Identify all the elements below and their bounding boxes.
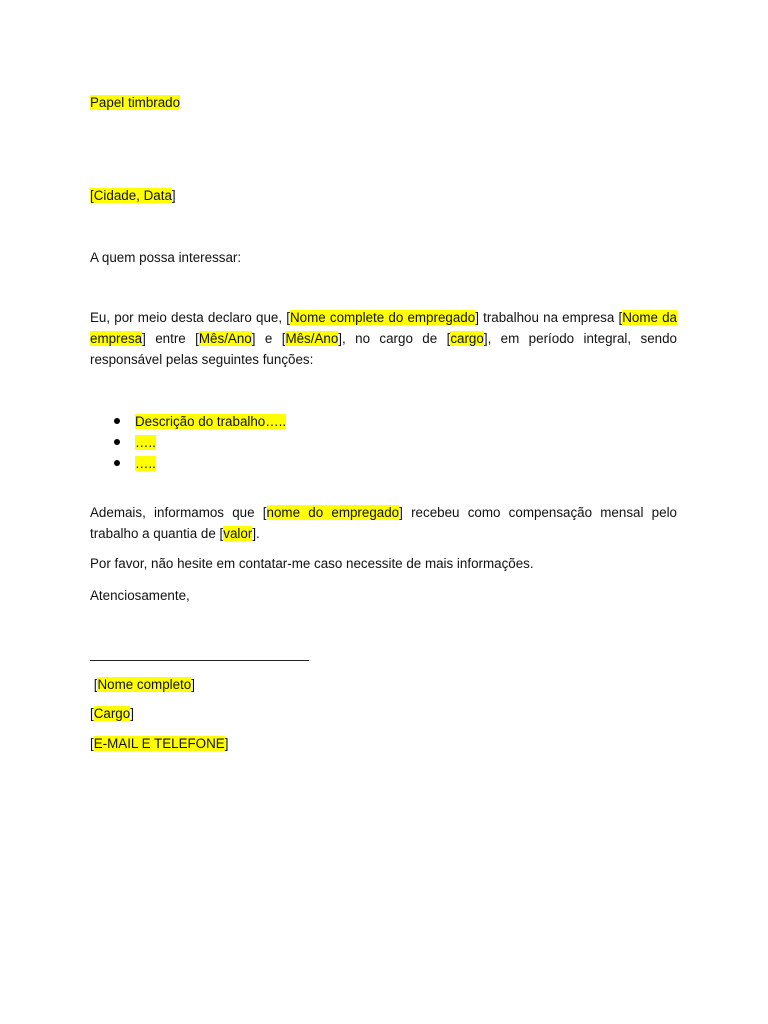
signature-line — [90, 660, 309, 661]
end-date-placeholder: Mês/Ano — [285, 331, 339, 346]
compensation-employee-placeholder: nome do empregado — [266, 505, 400, 520]
start-date-placeholder: Mês/Ano — [198, 331, 252, 346]
bullet-icon — [114, 439, 120, 445]
letterhead-placeholder: Papel timbrado — [90, 95, 181, 110]
letterhead-line — [90, 92, 677, 113]
city-date-line: [Cidade, Data] — [90, 188, 176, 203]
closing: Atenciosamente, — [90, 588, 190, 603]
signature-contact-placeholder: E-MAIL E TELEFONE — [93, 736, 225, 751]
value-placeholder: valor — [223, 526, 253, 541]
declaration-paragraph: Eu, por meio desta declaro que, [Nome complete do empregado] trabalhou na empresa [Nome da empresa] entre [Mês/Ano] e [Mês/Ano], no cargo de [cargo], em período integral, sendo responsável pelas seguintes funções: — [90, 310, 677, 367]
salutation: A quem possa interessar: — [90, 250, 242, 265]
list-item: Descrição do trabalho….. — [90, 411, 286, 432]
signature-role-line: [Cargo] — [90, 706, 134, 721]
bullet-icon — [114, 418, 120, 424]
role-placeholder: cargo — [450, 331, 484, 346]
signature-role-placeholder: Cargo — [93, 706, 131, 721]
duties-list — [90, 411, 286, 474]
signature-contact-line: [E-MAIL E TELEFONE] — [90, 736, 229, 751]
list-item: ….. — [90, 432, 286, 453]
city-date-placeholder: Cidade, Data — [93, 188, 172, 203]
compensation-paragraph: Ademais, informamos que [nome do empregado] recebeu como compensação mensal pelo trabalho a quantia de [valor]. — [90, 505, 677, 541]
contact-request: Por favor, não hesite em contatar-me caso necessite de mais informações. — [90, 556, 534, 571]
signature-name-placeholder: Nome completo — [97, 677, 192, 692]
bullet-icon — [114, 460, 120, 466]
list-item: ….. — [90, 453, 286, 474]
company-name-placeholder: Nome da empresa — [90, 310, 677, 346]
signature-name-line: [Nome completo] — [90, 677, 195, 692]
employee-name-placeholder: Nome complete do empregado — [289, 310, 476, 325]
